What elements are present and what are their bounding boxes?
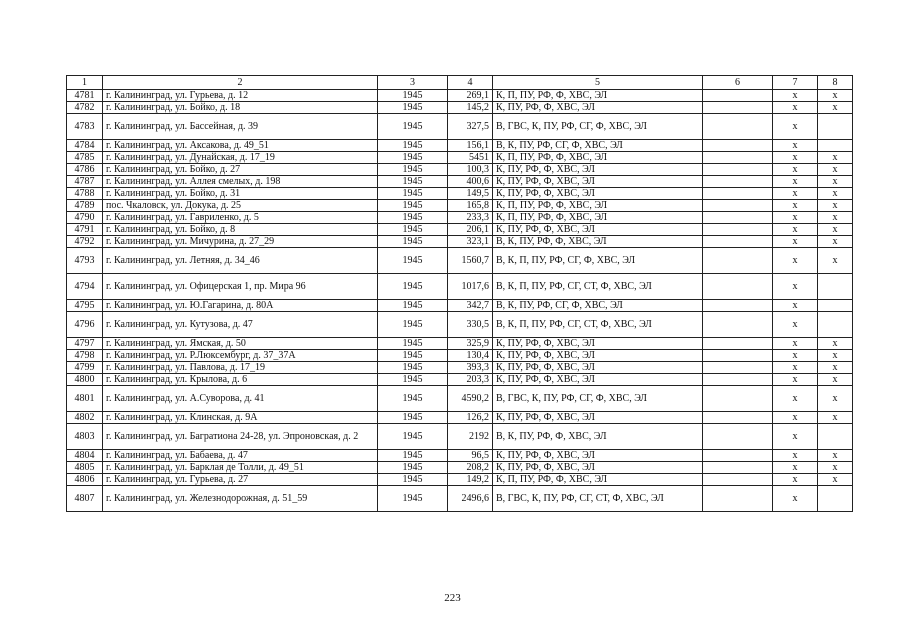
row-col7: х bbox=[773, 312, 818, 338]
row-area: 327,5 bbox=[448, 114, 493, 140]
row-systems: В, К, ПУ, РФ, СГ, Ф, ХВС, ЭЛ bbox=[493, 140, 703, 152]
row-number: 4795 bbox=[67, 300, 103, 312]
row-col6 bbox=[703, 152, 773, 164]
row-col6 bbox=[703, 90, 773, 102]
row-address: г. Калининград, ул. Гавриленко, д. 5 bbox=[103, 212, 378, 224]
row-year: 1945 bbox=[378, 462, 448, 474]
row-systems: В, К, ПУ, РФ, СГ, Ф, ХВС, ЭЛ bbox=[493, 300, 703, 312]
row-col6 bbox=[703, 338, 773, 350]
table-row bbox=[67, 312, 853, 338]
row-col8: х bbox=[818, 188, 853, 200]
row-col8: х bbox=[818, 374, 853, 386]
row-systems: К, ПУ, РФ, Ф, ХВС, ЭЛ bbox=[493, 188, 703, 200]
row-address: г. Калининград, ул. Ю.Гагарина, д. 80А bbox=[103, 300, 378, 312]
table-row bbox=[67, 462, 853, 474]
row-year: 1945 bbox=[378, 362, 448, 374]
table-row bbox=[67, 362, 853, 374]
row-col7: х bbox=[773, 474, 818, 486]
row-col6 bbox=[703, 450, 773, 462]
row-systems: В, ГВС, К, ПУ, РФ, СГ, Ф, ХВС, ЭЛ bbox=[493, 386, 703, 412]
row-area: 130,4 bbox=[448, 350, 493, 362]
row-col8: х bbox=[818, 362, 853, 374]
row-address: г. Калининград, ул. Бойко, д. 27 bbox=[103, 164, 378, 176]
table-row bbox=[67, 338, 853, 350]
row-area: 149,5 bbox=[448, 188, 493, 200]
row-number: 4804 bbox=[67, 450, 103, 462]
row-col7: х bbox=[773, 212, 818, 224]
row-col8 bbox=[818, 274, 853, 300]
row-col6 bbox=[703, 312, 773, 338]
row-year: 1945 bbox=[378, 140, 448, 152]
row-col6 bbox=[703, 386, 773, 412]
header-col-8: 8 bbox=[818, 76, 853, 90]
row-address: г. Калининград, ул. Ямская, д. 50 bbox=[103, 338, 378, 350]
row-col8: х bbox=[818, 412, 853, 424]
row-year: 1945 bbox=[378, 200, 448, 212]
row-number: 4799 bbox=[67, 362, 103, 374]
row-area: 323,1 bbox=[448, 236, 493, 248]
row-number: 4793 bbox=[67, 248, 103, 274]
row-systems: К, П, ПУ, РФ, Ф, ХВС, ЭЛ bbox=[493, 200, 703, 212]
row-col6 bbox=[703, 176, 773, 188]
row-col6 bbox=[703, 474, 773, 486]
header-col-7: 7 bbox=[773, 76, 818, 90]
row-col7: х bbox=[773, 274, 818, 300]
row-col8 bbox=[818, 312, 853, 338]
register-table bbox=[66, 75, 853, 512]
row-col8: х bbox=[818, 90, 853, 102]
row-col7: х bbox=[773, 224, 818, 236]
row-systems: К, ПУ, РФ, Ф, ХВС, ЭЛ bbox=[493, 338, 703, 350]
row-address: г. Калининград, ул. Клинская, д. 9А bbox=[103, 412, 378, 424]
table-row bbox=[67, 212, 853, 224]
row-area: 126,2 bbox=[448, 412, 493, 424]
row-area: 330,5 bbox=[448, 312, 493, 338]
row-col8: х bbox=[818, 450, 853, 462]
row-year: 1945 bbox=[378, 224, 448, 236]
row-area: 1560,7 bbox=[448, 248, 493, 274]
table-row bbox=[67, 350, 853, 362]
row-col6 bbox=[703, 212, 773, 224]
row-area: 4590,2 bbox=[448, 386, 493, 412]
table-row bbox=[67, 176, 853, 188]
row-year: 1945 bbox=[378, 386, 448, 412]
row-year: 1945 bbox=[378, 176, 448, 188]
table-row bbox=[67, 474, 853, 486]
row-number: 4790 bbox=[67, 212, 103, 224]
row-col7: х bbox=[773, 412, 818, 424]
row-systems: К, ПУ, РФ, Ф, ХВС, ЭЛ bbox=[493, 362, 703, 374]
row-number: 4806 bbox=[67, 474, 103, 486]
row-address: г. Калининград, ул. Бойко, д. 31 bbox=[103, 188, 378, 200]
table-row bbox=[67, 424, 853, 450]
row-area: 149,2 bbox=[448, 474, 493, 486]
table-row bbox=[67, 164, 853, 176]
row-col8: х bbox=[818, 248, 853, 274]
row-col8: х bbox=[818, 224, 853, 236]
row-col7: х bbox=[773, 176, 818, 188]
row-col7: х bbox=[773, 102, 818, 114]
row-systems: В, ГВС, К, ПУ, РФ, СГ, СТ, Ф, ХВС, ЭЛ bbox=[493, 486, 703, 512]
row-area: 2192 bbox=[448, 424, 493, 450]
row-col8: х bbox=[818, 236, 853, 248]
row-col8: х bbox=[818, 164, 853, 176]
row-col8: х bbox=[818, 338, 853, 350]
row-area: 1017,6 bbox=[448, 274, 493, 300]
row-col6 bbox=[703, 200, 773, 212]
row-number: 4784 bbox=[67, 140, 103, 152]
row-col7: х bbox=[773, 188, 818, 200]
row-col6 bbox=[703, 412, 773, 424]
row-address: г. Калининград, ул. Бойко, д. 18 bbox=[103, 102, 378, 114]
table-row bbox=[67, 140, 853, 152]
row-col7: х bbox=[773, 338, 818, 350]
row-year: 1945 bbox=[378, 338, 448, 350]
row-col8: х bbox=[818, 176, 853, 188]
row-address: пос. Чкаловск, ул. Докука, д. 25 bbox=[103, 200, 378, 212]
row-systems: К, ПУ, РФ, Ф, ХВС, ЭЛ bbox=[493, 176, 703, 188]
row-col8 bbox=[818, 300, 853, 312]
row-col6 bbox=[703, 300, 773, 312]
row-address: г. Калининград, ул. Барклая де Толли, д. 49_51 bbox=[103, 462, 378, 474]
row-col7: х bbox=[773, 462, 818, 474]
row-year: 1945 bbox=[378, 90, 448, 102]
row-address: г. Калининград, ул. Мичурина, д. 27_29 bbox=[103, 236, 378, 248]
table-row bbox=[67, 236, 853, 248]
row-area: 96,5 bbox=[448, 450, 493, 462]
row-systems: К, П, ПУ, РФ, Ф, ХВС, ЭЛ bbox=[493, 90, 703, 102]
row-systems: В, К, ПУ, РФ, Ф, ХВС, ЭЛ bbox=[493, 424, 703, 450]
row-address: г. Калининград, ул. Багратиона 24-28, ул. Эпроновская, д. 2 bbox=[103, 424, 378, 450]
row-systems: К, ПУ, РФ, Ф, ХВС, ЭЛ bbox=[493, 374, 703, 386]
row-number: 4785 bbox=[67, 152, 103, 164]
row-address: г. Калининград, ул. Офицерская 1, пр. Мира 96 bbox=[103, 274, 378, 300]
row-address: г. Калининград, ул. А.Суворова, д. 41 bbox=[103, 386, 378, 412]
row-area: 208,2 bbox=[448, 462, 493, 474]
row-number: 4794 bbox=[67, 274, 103, 300]
header-col-1: 1 bbox=[67, 76, 103, 90]
row-col6 bbox=[703, 274, 773, 300]
table-row bbox=[67, 224, 853, 236]
row-address: г. Калининград, ул. Железнодорожная, д. 51_59 bbox=[103, 486, 378, 512]
row-area: 165,8 bbox=[448, 200, 493, 212]
header-row bbox=[67, 76, 853, 90]
row-col6 bbox=[703, 350, 773, 362]
row-number: 4797 bbox=[67, 338, 103, 350]
row-number: 4801 bbox=[67, 386, 103, 412]
row-year: 1945 bbox=[378, 114, 448, 140]
header-col-2: 2 bbox=[103, 76, 378, 90]
table-row bbox=[67, 300, 853, 312]
row-col8: х bbox=[818, 474, 853, 486]
row-year: 1945 bbox=[378, 350, 448, 362]
row-area: 206,1 bbox=[448, 224, 493, 236]
row-col7: х bbox=[773, 300, 818, 312]
header-col-3: 3 bbox=[378, 76, 448, 90]
row-area: 100,3 bbox=[448, 164, 493, 176]
table-row bbox=[67, 374, 853, 386]
row-number: 4796 bbox=[67, 312, 103, 338]
row-systems: В, К, П, ПУ, РФ, СГ, СТ, Ф, ХВС, ЭЛ bbox=[493, 312, 703, 338]
row-col6 bbox=[703, 164, 773, 176]
row-year: 1945 bbox=[378, 486, 448, 512]
row-col7: х bbox=[773, 350, 818, 362]
row-col7: х bbox=[773, 90, 818, 102]
row-number: 4792 bbox=[67, 236, 103, 248]
row-number: 4782 bbox=[67, 102, 103, 114]
row-col7: х bbox=[773, 374, 818, 386]
row-address: г. Калининград, ул. Крылова, д. 6 bbox=[103, 374, 378, 386]
row-number: 4805 bbox=[67, 462, 103, 474]
row-address: г. Калининград, ул. Аксакова, д. 49_51 bbox=[103, 140, 378, 152]
row-systems: К, ПУ, РФ, Ф, ХВС, ЭЛ bbox=[493, 102, 703, 114]
row-col7: х bbox=[773, 140, 818, 152]
row-year: 1945 bbox=[378, 374, 448, 386]
row-area: 233,3 bbox=[448, 212, 493, 224]
row-systems: К, П, ПУ, РФ, Ф, ХВС, ЭЛ bbox=[493, 212, 703, 224]
row-number: 4798 bbox=[67, 350, 103, 362]
row-address: г. Калининград, ул. Бойко, д. 8 bbox=[103, 224, 378, 236]
row-col7: х bbox=[773, 236, 818, 248]
row-systems: В, К, П, ПУ, РФ, СГ, СТ, Ф, ХВС, ЭЛ bbox=[493, 274, 703, 300]
row-systems: К, ПУ, РФ, Ф, ХВС, ЭЛ bbox=[493, 164, 703, 176]
row-address: г. Калининград, ул. Павлова, д. 17_19 bbox=[103, 362, 378, 374]
row-address: г. Калининград, ул. Р.Люксембург, д. 37_37А bbox=[103, 350, 378, 362]
row-year: 1945 bbox=[378, 236, 448, 248]
row-col6 bbox=[703, 114, 773, 140]
row-col7: х bbox=[773, 486, 818, 512]
row-year: 1945 bbox=[378, 102, 448, 114]
row-area: 393,3 bbox=[448, 362, 493, 374]
row-address: г. Калининград, ул. Бассейная, д. 39 bbox=[103, 114, 378, 140]
row-address: г. Калининград, ул. Летняя, д. 34_46 bbox=[103, 248, 378, 274]
row-area: 145,2 bbox=[448, 102, 493, 114]
row-col8 bbox=[818, 140, 853, 152]
row-systems: К, П, ПУ, РФ, Ф, ХВС, ЭЛ bbox=[493, 474, 703, 486]
row-address: г. Калининград, ул. Гурьева, д. 12 bbox=[103, 90, 378, 102]
row-col8 bbox=[818, 114, 853, 140]
table-row bbox=[67, 386, 853, 412]
row-number: 4800 bbox=[67, 374, 103, 386]
row-area: 2496,6 bbox=[448, 486, 493, 512]
row-col8: х bbox=[818, 212, 853, 224]
row-address: г. Калининград, ул. Гурьева, д. 27 bbox=[103, 474, 378, 486]
row-col7: х bbox=[773, 450, 818, 462]
row-number: 4791 bbox=[67, 224, 103, 236]
row-col7: х bbox=[773, 164, 818, 176]
row-col7: х bbox=[773, 200, 818, 212]
row-area: 342,7 bbox=[448, 300, 493, 312]
table-row bbox=[67, 450, 853, 462]
row-col6 bbox=[703, 224, 773, 236]
row-col8: х bbox=[818, 152, 853, 164]
row-systems: К, ПУ, РФ, Ф, ХВС, ЭЛ bbox=[493, 462, 703, 474]
row-systems: В, К, П, ПУ, РФ, СГ, Ф, ХВС, ЭЛ bbox=[493, 248, 703, 274]
row-area: 325,9 bbox=[448, 338, 493, 350]
row-year: 1945 bbox=[378, 450, 448, 462]
row-address: г. Калининград, ул. Бабаева, д. 47 bbox=[103, 450, 378, 462]
row-col7: х bbox=[773, 424, 818, 450]
row-col8: х bbox=[818, 200, 853, 212]
row-col6 bbox=[703, 424, 773, 450]
row-area: 5451 bbox=[448, 152, 493, 164]
row-systems: В, ГВС, К, ПУ, РФ, СГ, Ф, ХВС, ЭЛ bbox=[493, 114, 703, 140]
row-col6 bbox=[703, 248, 773, 274]
row-col6 bbox=[703, 462, 773, 474]
row-number: 4788 bbox=[67, 188, 103, 200]
row-systems: К, ПУ, РФ, Ф, ХВС, ЭЛ bbox=[493, 412, 703, 424]
row-systems: К, ПУ, РФ, Ф, ХВС, ЭЛ bbox=[493, 224, 703, 236]
row-col8 bbox=[818, 424, 853, 450]
row-number: 4789 bbox=[67, 200, 103, 212]
row-systems: К, ПУ, РФ, Ф, ХВС, ЭЛ bbox=[493, 350, 703, 362]
row-number: 4787 bbox=[67, 176, 103, 188]
row-systems: К, ПУ, РФ, Ф, ХВС, ЭЛ bbox=[493, 450, 703, 462]
row-area: 400,6 bbox=[448, 176, 493, 188]
row-number: 4807 bbox=[67, 486, 103, 512]
row-year: 1945 bbox=[378, 300, 448, 312]
row-year: 1945 bbox=[378, 212, 448, 224]
row-year: 1945 bbox=[378, 188, 448, 200]
page-number: 223 bbox=[444, 592, 461, 604]
row-col8: х bbox=[818, 102, 853, 114]
row-year: 1945 bbox=[378, 164, 448, 176]
row-address: г. Калининград, ул. Кутузова, д. 47 bbox=[103, 312, 378, 338]
table-body bbox=[67, 90, 853, 512]
row-col6 bbox=[703, 486, 773, 512]
table-row bbox=[67, 248, 853, 274]
row-year: 1945 bbox=[378, 412, 448, 424]
row-col7: х bbox=[773, 152, 818, 164]
row-year: 1945 bbox=[378, 152, 448, 164]
table-row bbox=[67, 200, 853, 212]
row-col6 bbox=[703, 102, 773, 114]
row-col6 bbox=[703, 236, 773, 248]
table-row bbox=[67, 188, 853, 200]
header-col-5: 5 bbox=[493, 76, 703, 90]
row-systems: В, К, ПУ, РФ, Ф, ХВС, ЭЛ bbox=[493, 236, 703, 248]
row-col8 bbox=[818, 486, 853, 512]
table-row bbox=[67, 486, 853, 512]
row-number: 4783 bbox=[67, 114, 103, 140]
row-year: 1945 bbox=[378, 424, 448, 450]
row-area: 203,3 bbox=[448, 374, 493, 386]
row-col8: х bbox=[818, 386, 853, 412]
row-col6 bbox=[703, 188, 773, 200]
header-col-4: 4 bbox=[448, 76, 493, 90]
row-year: 1945 bbox=[378, 312, 448, 338]
table-row bbox=[67, 90, 853, 102]
row-year: 1945 bbox=[378, 474, 448, 486]
table-row bbox=[67, 274, 853, 300]
row-col8: х bbox=[818, 462, 853, 474]
row-area: 269,1 bbox=[448, 90, 493, 102]
row-col7: х bbox=[773, 248, 818, 274]
row-address: г. Калининград, ул. Аллея смелых, д. 198 bbox=[103, 176, 378, 188]
header-col-6: 6 bbox=[703, 76, 773, 90]
table-row bbox=[67, 102, 853, 114]
table-row bbox=[67, 114, 853, 140]
table-row bbox=[67, 152, 853, 164]
row-col7: х bbox=[773, 114, 818, 140]
row-number: 4786 bbox=[67, 164, 103, 176]
row-col7: х bbox=[773, 362, 818, 374]
row-systems: К, П, ПУ, РФ, Ф, ХВС, ЭЛ bbox=[493, 152, 703, 164]
row-number: 4803 bbox=[67, 424, 103, 450]
row-year: 1945 bbox=[378, 248, 448, 274]
row-number: 4781 bbox=[67, 90, 103, 102]
row-col7: х bbox=[773, 386, 818, 412]
row-area: 156,1 bbox=[448, 140, 493, 152]
row-address: г. Калининград, ул. Дунайская, д. 17_19 bbox=[103, 152, 378, 164]
table-row bbox=[67, 412, 853, 424]
row-col8: х bbox=[818, 350, 853, 362]
row-year: 1945 bbox=[378, 274, 448, 300]
row-col6 bbox=[703, 374, 773, 386]
row-number: 4802 bbox=[67, 412, 103, 424]
row-col6 bbox=[703, 362, 773, 374]
row-col6 bbox=[703, 140, 773, 152]
